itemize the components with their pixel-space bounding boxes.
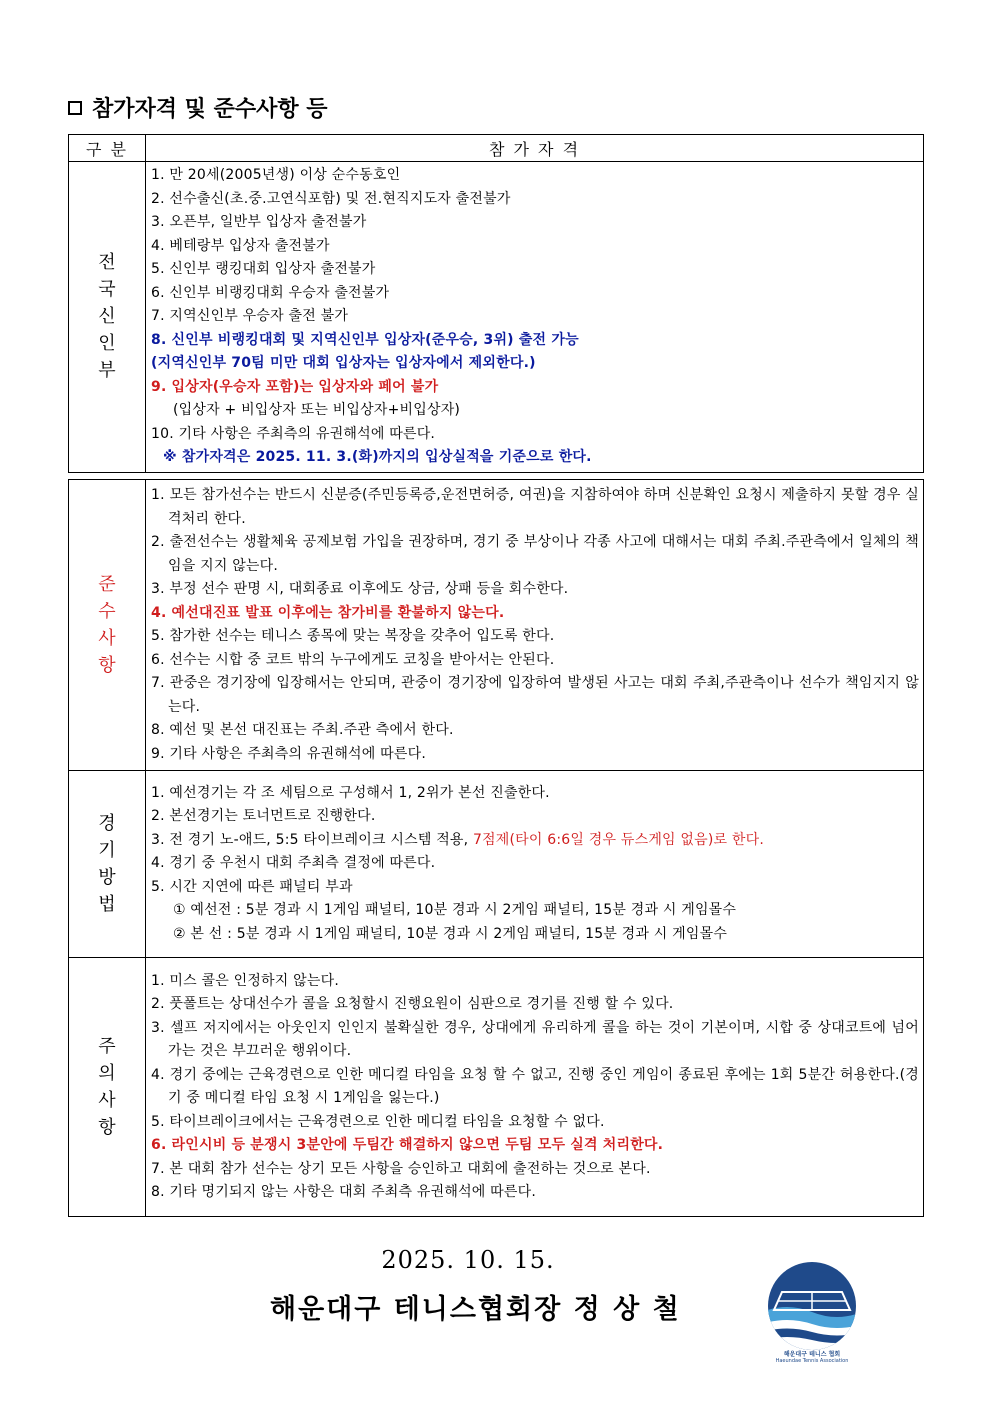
- logo-text-ko: 해운대구 테니스 협회: [783, 1351, 841, 1358]
- list-item: 4. 예선대진표 발표 이후에는 참가비를 환불하지 않는다.: [151, 604, 505, 621]
- section-title-text: 참가자격 및 준수사항 등: [92, 97, 328, 122]
- list-item: 9. 입상자(우승자 포함)는 입상자와 페어 불가: [151, 378, 439, 395]
- list-item: 3. 오픈부, 일반부 입상자 출전불가: [151, 214, 367, 230]
- list-item: 5. 참가한 선수는 테니스 종목에 맞는 복장을 갖추어 입도록 한다.: [151, 628, 555, 644]
- list-item: 7. 관중은 경기장에 입장해서는 안되며, 관중이 경기장에 입장하여 발생된 사고는 대회 주최,주관측이나 선수가 책임지지 않는다.: [151, 675, 919, 715]
- header-category: 구 분: [69, 135, 146, 162]
- list-item: 4. 베테랑부 입상자 출전불가: [151, 237, 330, 254]
- list-item: 10. 기타 사항은 주최측의 유권해석에 따른다.: [151, 425, 436, 442]
- list-item: 3. 셀프 저지에서는 아웃인지 인인지 불확실한 경우, 상대에게 유리하게 콜을 하는 것이 기본이며, 시합 중 상대코트에 넘어가는 것은 부끄러운 행위이다.: [151, 1019, 919, 1059]
- list-item: 7. 본 대회 참가 선수는 상기 모든 사항을 승인하고 대회에 출전하는 것으로 본다.: [151, 1160, 651, 1177]
- list-item: 1. 예선경기는 각 조 세팀으로 구성해서 1, 2위가 본선 진출한다.: [151, 784, 550, 801]
- label-caution: 주 의 사 항: [69, 958, 146, 1217]
- list-note: ※ 참가자격은 2025. 11. 3.(화)까지의 입상실적을 기준으로 한다.: [163, 449, 592, 465]
- list-item: 2. 출전선수는 생활체육 공제보험 가입을 권장하며, 경기 중 부상이나 각종 사고에 대해서는 대회 주최.주관측에서 일체의 책임을 지지 않는다.: [151, 534, 919, 574]
- list-item: 6. 선수는 시합 중 코트 밖의 누구에게도 코칭을 받아서는 안된다.: [151, 651, 555, 668]
- list-item: (지역신인부 70팀 미만 대회 입상자는 입상자에서 제외한다.): [151, 355, 536, 371]
- list-item: 4. 경기 중에는 근육경련으로 인한 메디컬 타임을 요청 할 수 없고, 진행 중인 게임이 종료된 후에는 1회 5분간 허용한다.(경기 중 메디컬 타임 요청 시 1게임을 잃는다.): [151, 1066, 919, 1106]
- list-item: 5. 시간 지연에 따른 패널티 부과: [151, 878, 353, 895]
- logo-text-en: Haeundae Tennis Association: [775, 1358, 849, 1362]
- list-item: ② 본 선 : 5분 경과 시 1게임 패널티, 10분 경과 시 2게임 패널티, 15분 경과 시 게임몰수: [173, 925, 728, 942]
- list-item: 4. 경기 중 우천시 대회 주최측 결정에 따른다.: [151, 855, 436, 872]
- association-logo: [762, 1262, 862, 1362]
- list-item: 7. 지역신인부 우승자 출전 불가: [151, 308, 349, 324]
- list-item: 1. 만 20세(2005년생) 이상 순수동호인: [151, 167, 401, 183]
- list-item: [151, 829, 919, 853]
- compliance-list: [146, 480, 924, 771]
- list-item: 1. 모든 참가선수는 반드시 신분증(주민등록증,운전면허증, 여권)을 지참하여야 하며 신분확인 요청시 제출하지 못할 경우 실격처리 한다.: [151, 487, 919, 527]
- header-eligibility: 참 가 자 격: [146, 135, 924, 162]
- document-date: 2025. 10. 15.: [381, 1246, 555, 1274]
- list-item: 8. 예선 및 본선 대진표는 주최.주관 측에서 한다.: [151, 722, 454, 738]
- list-item: 8. 기타 명기되지 않는 사항은 대회 주최측 유권해석에 따른다.: [151, 1184, 536, 1200]
- list-item: 1. 미스 콜은 인정하지 않는다.: [151, 972, 339, 989]
- eligibility-table: [68, 134, 924, 473]
- list-item: 8. 신인부 비랭킹대회 및 지역신인부 입상자(준우승, 3위) 출전 가능: [151, 331, 579, 348]
- rules-table: [68, 479, 924, 1217]
- label-game-method: 경 기 방 법: [69, 771, 146, 958]
- list-item-highlight: 7점제(타이 6:6일 경우 듀스게임 없음)로 한다.: [472, 831, 764, 848]
- eligibility-list: [146, 162, 924, 473]
- list-item: 6. 라인시비 등 분쟁시 3분안에 두팀간 해결하지 않으면 두팀 모두 실격 처리한다.: [151, 1137, 664, 1153]
- list-item: 2. 선수출신(초.중.고연식포함) 및 전.현직지도자 출전불가: [151, 190, 511, 207]
- list-item: ① 예선전 : 5분 경과 시 1게임 패널티, 10분 경과 시 2게임 패널티, 15분 경과 시 게임몰수: [173, 902, 737, 919]
- caution-list: [146, 958, 924, 1217]
- game-method-list: [146, 771, 924, 958]
- section-title: [68, 92, 328, 123]
- list-item: (입상자 + 비입상자 또는 비입상자+비입상자): [173, 402, 461, 418]
- signature: 해운대구 테니스협회장 정 상 철: [270, 1294, 681, 1325]
- list-item-text: 3. 전 경기 노-애드, 5:5 타이브레이크 시스템 적용,: [151, 831, 473, 848]
- checkbox-icon: [68, 101, 82, 115]
- list-item: 5. 신인부 랭킹대회 입상자 출전불가: [151, 261, 376, 277]
- list-item: 9. 기타 사항은 주최측의 유권해석에 따른다.: [151, 745, 426, 762]
- list-item: 2. 풋폴트는 상대선수가 콜을 요청할시 진행요원이 심판으로 경기를 진행 할 수 있다.: [151, 996, 674, 1012]
- label-national-rookie: 전 국 신 인 부: [69, 162, 146, 473]
- list-item: 3. 부정 선수 판명 시, 대회종료 이후에도 상금, 상패 등을 회수한다.: [151, 581, 569, 597]
- list-item: 5. 타이브레이크에서는 근육경련으로 인한 메디컬 타임을 요청할 수 없다.: [151, 1113, 605, 1130]
- list-item: 2. 본선경기는 토너먼트로 진행한다.: [151, 808, 376, 825]
- label-compliance: 준 수 사 항: [69, 480, 146, 771]
- list-item: 6. 신인부 비랭킹대회 우승자 출전불가: [151, 284, 390, 301]
